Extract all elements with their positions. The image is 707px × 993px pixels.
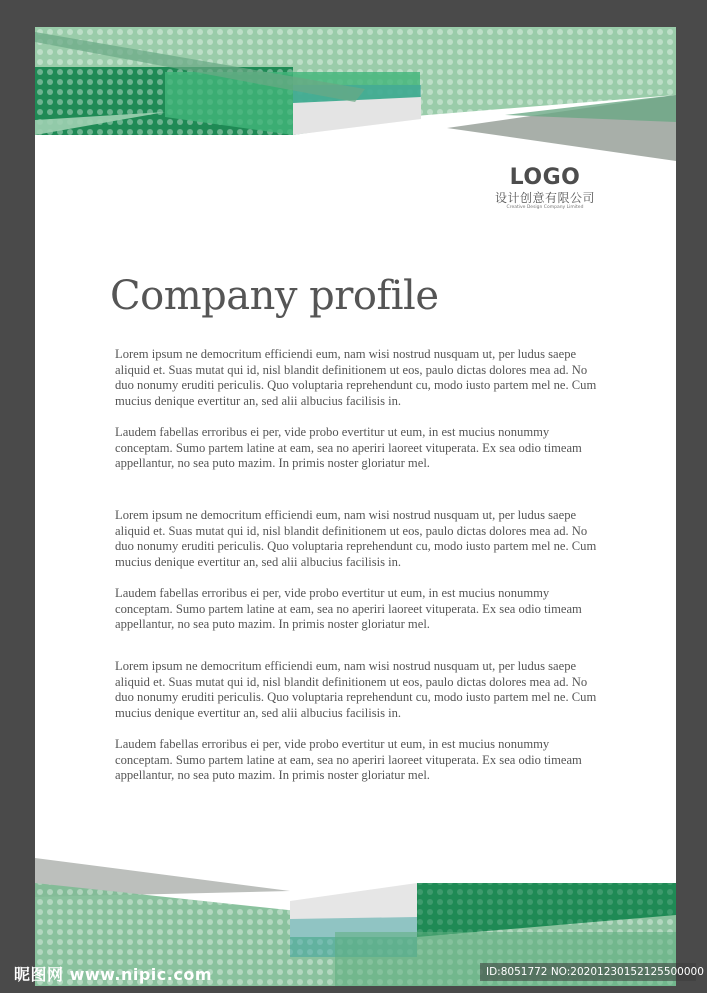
logo-wordmark: LOGO [509,165,581,190]
body-paragraph-4: Laudem fabellas erroribus ei per, vide probo evertitur ut eum, in est mucius nonummy conceptam. Sumo partem latine at eam, sea no aperiri laoreet vituperata. Ex sea odio timeam appellantur, no sea puto mazim. In primis noster gloriatur mel. [115,586,582,632]
body-paragraph-1: Lorem ipsum ne democritum efficiendi eum, nam wisi nostrud nusquam ut, per ludus saepe aliquid et. Suas mutat qui id, nisl blandit definitionem ut eos, paulo dictas dolores mea ad. No duo nonumy eruditi periculis. Quo voluptaria reprehendunt cu, modo iusto partem mel ne. Cum mucius denique evertitur an, sed alii albucius facilisis in. [115,347,597,408]
letterhead-page [35,27,676,986]
page-title: Company profile [110,273,439,319]
logo-company-name-en: Creative Design Company Limited [506,205,584,210]
body-paragraph-2: Laudem fabellas erroribus ei per, vide probo evertitur ut eum, in est mucius nonummy conceptam. Sumo partem latine at eam, sea no aperiri laoreet vituperata. Ex sea odio timeam appellantur, no sea puto mazim. In primis noster gloriatur mel. [115,425,582,471]
site-watermark: 昵图网 www.nipic.com [14,965,212,984]
company-logo [475,166,615,211]
body-paragraph-5: Lorem ipsum ne democritum efficiendi eum, nam wisi nostrud nusquam ut, per ludus saepe aliquid et. Suas mutat qui id, nisl blandit definitionem ut eos, paulo dictas dolores mea ad. No duo nonumy eruditi periculis. Quo voluptaria reprehendunt cu, modo iusto partem mel ne. Cum mucius denique evertitur an, sed alii albucius facilisis in. [115,659,597,720]
body-paragraph-6: Laudem fabellas erroribus ei per, vide probo evertitur ut eum, in est mucius nonummy conceptam. Sumo partem latine at eam, sea no aperiri laoreet vituperata. Ex sea odio timeam appellantur, no sea puto mazim. In primis noster gloriatur mel. [115,737,582,783]
body-paragraph-3: Lorem ipsum ne democritum efficiendi eum, nam wisi nostrud nusquam ut, per ludus saepe aliquid et. Suas mutat qui id, nisl blandit definitionem ut eos, paulo dictas dolores mea ad. No duo nonumy eruditi periculis. Quo voluptaria reprehendunt cu, modo iusto partem mel ne. Cum mucius denique evertitur an, sed alii albucius facilisis in. [115,508,597,569]
logo-company-name-cn: 设计创意有限公司 [494,191,595,205]
image-id-watermark: ID:8051772 NO:20201230152125500000 [480,963,696,981]
top-green-band [35,27,676,161]
